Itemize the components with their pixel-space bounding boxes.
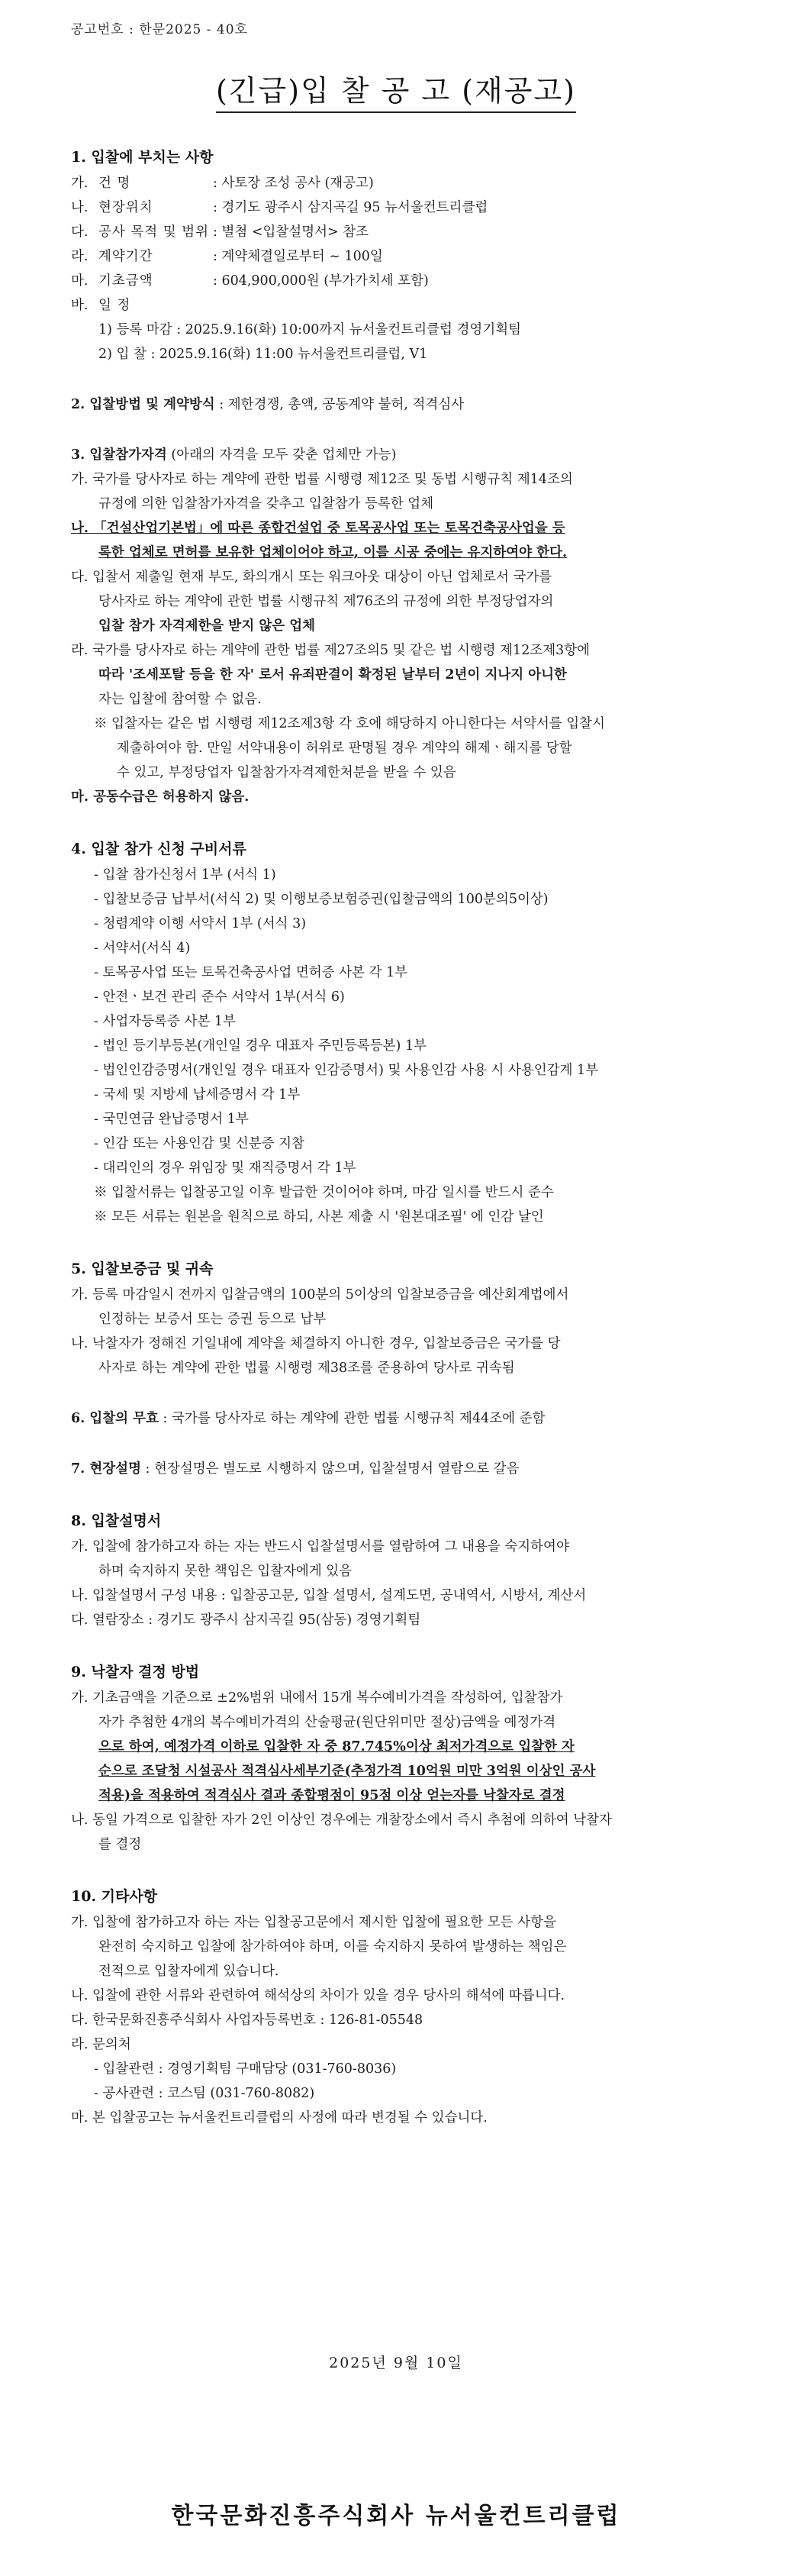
s8-ga-line-1: 가. 입찰에 참가하고자 하는 자는 반드시 입찰설명서를 열람하여 그 내용을 숙지하여야 [71, 1539, 569, 1554]
section-3-heading: 3. 입찰참가자격 [71, 447, 167, 463]
section-1-heading: 1. 입찰에 부치는 사항 [71, 149, 214, 166]
section-2-text: : 제한경쟁, 총액, 공동계약 불허, 적격심사 [214, 397, 465, 412]
s4-note-original: ※ 모든 서류는 원본을 원칙으로 하되, 사본 제출 시 '원본대조필' 에 인감 날인 [94, 1209, 544, 1225]
s8-na: 나. 입찰설명서 구성 내용 : 입찰공고문, 입찰 설명서, 설계도면, 공내역서, 시방서, 계산서 [71, 1588, 587, 1603]
s10-ra: 라. 문의처 [71, 2037, 131, 2052]
s3-ra-line-1: 라. 국가를 당사자로 하는 계약에 관한 법률 제27조의5 및 같은 법 시행령 제12조제3항에 [71, 643, 591, 658]
doc-item: - 인감 또는 사용인감 및 신분증 지참 [94, 1136, 304, 1151]
s8-ga-line-2: 하며 숙지하지 못한 책임은 입찰자에게 있음 [98, 1564, 353, 1579]
s1-row-f [71, 293, 750, 318]
section-2-heading: 2. 입찰방법 및 계약방식 [71, 397, 215, 412]
issuer-name: 한국문화진흥주식회사 뉴서울컨트리클럽 [171, 2503, 621, 2529]
s1-row-d-label: 계약기간 [98, 249, 153, 264]
s3-da-line-3: 입찰 참가 자격제한을 받지 않은 업체 [98, 618, 316, 634]
section-2 [71, 392, 750, 417]
section-5-heading: 5. 입찰보증금 및 귀속 [71, 1261, 214, 1277]
s3-note-line-1: ※ 입찰자는 같은 법 시행령 제12조제3항 각 호에 해당하지 아니한다는 서약서를 입찰시 [94, 716, 605, 731]
s5-ga-line-2: 인정하는 보증서 또는 증권 등으로 납부 [98, 1312, 327, 1327]
schedule-registration: 1) 등록 마감 : 2025.9.16(화) 10:00까지 뉴서울컨트리클럽 경영기획팀 [98, 322, 522, 337]
contact-bidding: - 입찰관련 : 경영기획팀 구매담당 (031-760-8036) [94, 2061, 397, 2077]
s1-row-d-marker: 라. [71, 249, 89, 264]
section-7 [71, 1457, 750, 1481]
section-9 [71, 1658, 750, 1857]
s9-na-line-2: 를 결정 [98, 1837, 142, 1852]
s3-ma: 마. 공동수급은 허용하지 않음. [71, 789, 250, 805]
s1-row-b [71, 195, 750, 220]
s3-note-line-2: 제출하여야 함. 만일 서약내용이 허위로 판명될 경우 계약의 해제ㆍ해지를 당할 [117, 741, 572, 756]
section-7-heading: 7. 현장설명 [71, 1461, 141, 1477]
s3-ra-line-2: 따라 '조세포탈 등을 한 자' 로서 유죄판결이 확정된 날부터 2년이 지나지 아니한 [98, 667, 567, 683]
s10-ga-line-2: 완전히 숙지하고 입찰에 참가하여야 하며, 이를 숙지하지 못하여 발생하는 책임은 [98, 1939, 567, 1955]
s10-ga-line-3: 전적으로 입찰자에게 있습니다. [98, 1964, 279, 1979]
s1-row-c-value: : 별첨 <입찰설명서> 참조 [213, 224, 369, 240]
section-10 [71, 1883, 750, 2130]
s1-row-b-label: 현장위치 [98, 200, 153, 215]
s1-row-c [71, 220, 750, 244]
section-3-heading-note: (아래의 자격을 모두 갖춘 업체만 가능) [166, 447, 397, 463]
s1-row-e-label: 기초금액 [98, 273, 153, 289]
s1-row-c-label: 공사 목적 및 범위 [98, 224, 210, 240]
doc-item: - 입찰보증금 납부서(서식 2) 및 이행보증보험증권(입찰금액의 100분의5이상) [94, 892, 549, 907]
s5-ga-line-1: 가. 등록 마감일시 전까지 입찰금액의 100분의 5이상의 입찰보증금을 예산회계법에서 [71, 1287, 569, 1303]
s3-ra-line-3: 자는 입찰에 참여할 수 없음. [98, 692, 262, 707]
section-9-heading: 9. 낙찰자 결정 방법 [71, 1664, 200, 1680]
section-8 [71, 1507, 750, 1632]
doc-item: - 국세 및 지방세 납세증명서 각 1부 [94, 1087, 301, 1102]
doc-item: - 법인 등기부등본(개인일 경우 대표자 주민등록등본) 1부 [94, 1038, 427, 1054]
s9-ga-line-3: 으로 하여, 예정가격 이하로 입찰한 자 중 87.745%이상 최저가격으로 입찰한 자 [98, 1739, 575, 1754]
doc-item: - 토목공사업 또는 토목건축공사업 면허증 사본 각 1부 [94, 965, 407, 980]
s3-note-line-3: 수 있고, 부정당업자 입찰참가자격제한처분을 받을 수 있음 [117, 765, 456, 780]
section-7-text: : 현장설명은 별도로 시행하지 않으며, 입찰설명서 열람으로 갈음 [140, 1461, 520, 1477]
s9-ga-line-4: 순으로 조달청 시설공사 적격심사세부기준(추정가격 10억원 미만 3억원 이상인 공사 [98, 1764, 596, 1779]
s3-na-line-2: 록한 업체로 면허를 보유한 업체이어야 하고, 이를 시공 중에는 유지하여야 한다. [98, 545, 568, 560]
s9-ga-line-5: 적용)을 적용하여 적격심사 결과 종합평점이 95점 이상 얻는자를 낙찰자로 결정 [98, 1788, 565, 1803]
s1-row-b-marker: 나. [71, 200, 89, 215]
s5-na-line-2: 사자로 하는 계약에 관한 법률 시행령 제38조를 준용하여 당사로 귀속됨 [98, 1361, 515, 1376]
s9-na-line-1: 나. 동일 가격으로 입찰한 자가 2인 이상인 경우에는 개찰장소에서 즉시 추첨에 의하여 낙찰자 [71, 1813, 612, 1828]
s1-row-e [71, 269, 750, 293]
s10-na: 나. 입찰에 관한 서류와 관련하여 해석상의 차이가 있을 경우 당사의 해석에 따릅니다. [71, 1988, 565, 2003]
s3-da-line-2: 당사자로 하는 계약에 관한 법률 시행규칙 제76조의 규정에 의한 부정당업자의 [98, 594, 554, 609]
section-6-text: : 국가를 당사자로 하는 계약에 관한 법률 시행규칙 제44조에 준함 [158, 1411, 546, 1426]
s1-row-a-value: : 사토장 조성 공사 (재공고) [213, 176, 374, 191]
doc-item: - 대리인의 경우 위임장 및 재직증명서 각 1부 [94, 1160, 356, 1176]
s1-row-c-marker: 다. [71, 224, 89, 240]
s5-na-line-1: 나. 낙찰자가 정해진 기일내에 계약을 체결하지 아니한 경우, 입찰보증금은 국가를 당 [71, 1336, 561, 1351]
doc-item: - 법인인감증명서(개인일 경우 대표자 인감증명서) 및 사용인감 사용 시 사용인감계 1부 [94, 1063, 599, 1078]
notice-date: 2025년 9월 10일 [329, 2355, 463, 2371]
notice-body [71, 144, 750, 2156]
section-8-heading: 8. 입찰설명서 [71, 1512, 162, 1529]
doc-item: - 입찰 참가신청서 1부 (서식 1) [94, 867, 276, 883]
page-title: (긴급)입 찰 공 고 (재공고) [216, 67, 576, 113]
section-3 [71, 443, 750, 809]
s9-ga-line-2: 자가 추첨한 4개의 복수예비가격의 산술평균(원단위미만 절상)금액을 예정가격 [98, 1715, 556, 1730]
s1-row-e-value: : 604,900,000원 (부가가치세 포함) [213, 273, 429, 289]
section-1 [71, 144, 750, 366]
s3-ga-line-2: 규정에 의한 입찰참가자격을 갖추고 입찰참가 등록한 업체 [98, 496, 434, 512]
s1-row-d [71, 244, 750, 269]
s3-ga-line-1: 가. 국가를 당사자로 하는 계약에 관한 법률 시행령 제12조 및 동법 시행규칙 제14조의 [71, 472, 573, 487]
s1-row-f-label: 일 정 [98, 298, 131, 313]
section-6 [71, 1406, 750, 1431]
s1-row-a-marker: 가. [71, 176, 89, 191]
doc-item: - 서약서(서식 4) [94, 941, 191, 956]
s1-row-e-marker: 마. [71, 273, 89, 289]
s1-row-d-value: : 계약체결일로부터 ~ 100일 [213, 249, 383, 264]
document-number: 공고번호 : 한문2025 - 40호 [71, 22, 248, 37]
s10-ga-line-1: 가. 입찰에 참가하고자 하는 자는 입찰공고문에서 제시한 입찰에 필요한 모든 사항을 [71, 1915, 556, 1930]
doc-item: - 국민연금 완납증명서 1부 [94, 1112, 249, 1127]
s1-row-a-label: 건 명 [98, 176, 131, 191]
s1-row-f-marker: 바. [71, 298, 89, 313]
s8-da: 다. 열람장소 : 경기도 광주시 삼지곡길 95(삼동) 경영기획팀 [71, 1612, 421, 1628]
s3-da-line-1: 다. 입찰서 제출일 현재 부도, 화의개시 또는 워크아웃 대상이 아닌 업체로서 국가를 [71, 570, 552, 585]
section-10-heading: 10. 기타사항 [71, 1888, 158, 1905]
section-5 [71, 1255, 750, 1380]
doc-item: - 사업자등록증 사본 1부 [94, 1014, 236, 1029]
s3-na-line-1: 나. 「건설산업기본법」에 따른 종합건설업 중 토목공사업 또는 토목건축공사업을 등 [71, 521, 565, 536]
s10-da: 다. 한국문화진흥주식회사 사업자등록번호 : 126-81-05548 [71, 2013, 423, 2028]
doc-item: - 청렴계약 이행 서약서 1부 (서식 3) [94, 916, 307, 931]
s10-ma: 마. 본 입찰공고는 뉴서울컨트리클럽의 사정에 따라 변경될 수 있습니다. [71, 2110, 488, 2126]
section-4 [71, 835, 750, 1229]
s4-note-deadline: ※ 입찰서류는 입찰공고일 이후 발급한 것이어야 하며, 마감 일시를 반드시 준수 [94, 1185, 554, 1200]
s9-ga-line-1: 가. 기초금액을 기준으로 ±2%범위 내에서 15개 복수예비가격을 작성하여, 입찰참가 [71, 1690, 563, 1706]
section-4-heading: 4. 입찰 참가 신청 구비서류 [71, 841, 246, 857]
s1-row-b-value: : 경기도 광주시 삼지곡길 95 뉴서울컨트리클럽 [213, 200, 488, 215]
doc-item: - 안전ㆍ보건 관리 준수 서약서 1부(서식 6) [94, 989, 345, 1005]
section-6-heading: 6. 입찰의 무효 [71, 1411, 159, 1426]
title-wrap [0, 67, 792, 113]
schedule-bidding: 2) 입 찰 : 2025.9.16(화) 11:00 뉴서울컨트리클럽, V1 [98, 347, 428, 362]
s1-row-a [71, 171, 750, 195]
contact-construction: - 공사관련 : 코스팀 (031-760-8082) [94, 2086, 315, 2101]
